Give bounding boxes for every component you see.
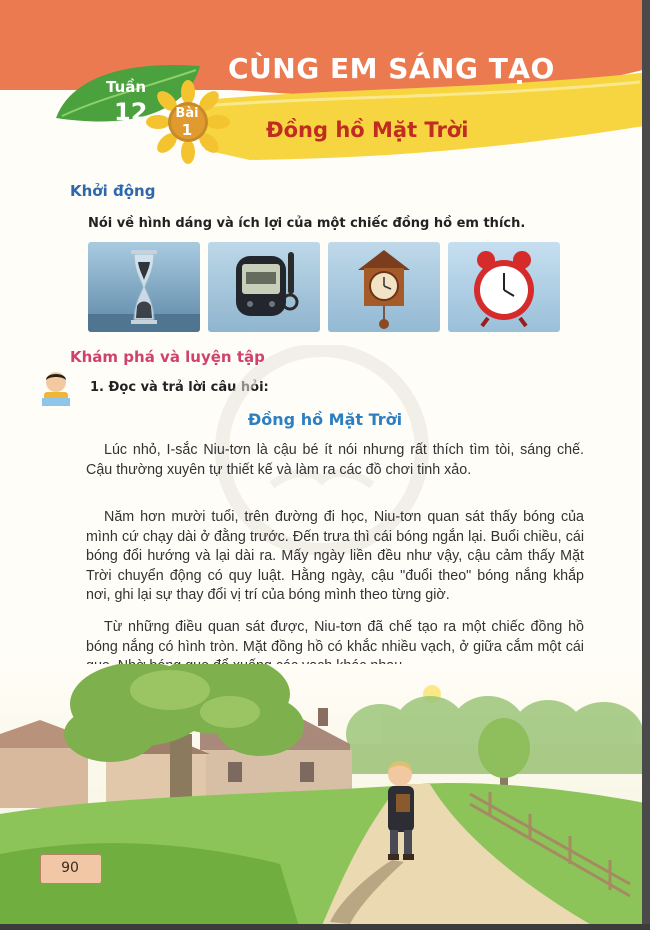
reading-paragraph-1: Lúc nhỏ, I-sắc Niu-tơn là cậu bé ít nói nhưng rất thích tìm tòi, sáng chế. Cậu thường xuyên tự thiết kế và làm ra các đồ chơi tinh xảo.: [86, 442, 584, 478]
week-label: Tuần: [106, 78, 147, 96]
alarm-clock-photo: [448, 242, 560, 332]
unit-header-banner: [0, 0, 650, 175]
reading-paragraph-2: Năm hơn mười tuổi, trên đường đi học, Niu-tơn quan sát thấy bóng của mình cứ chạy dài ở đằng trước. Đến trưa thì cái bóng ngắn lại. Buổi chiều, cái bóng đổi hướng và lại dài ra. Mấy ngày liền đều như vậy, cậu cảm thấy Mặt Trời chuyển động có quy luật. Hằng ngày, cậu "đuổi theo" bóng nắng khắp nơi, ghi lại sự thay đổi vị trí của bóng mình theo từng giờ.: [86, 509, 584, 603]
warm-up-prompt: Nói về hình dáng và ích lợi của một chiếc đồng hồ em thích.: [88, 216, 526, 231]
week-number: 12: [114, 98, 148, 126]
cuckoo-clock-photo: [328, 242, 440, 332]
reading-title: Đồng hồ Mặt Trời: [247, 410, 403, 429]
reading-student-icon: [36, 368, 76, 408]
reading-paragraph-3: Từ những điều quan sát được, Niu-tơn đã chế tạo ra một chiếc đồng hồ bóng nắng có hình tròn. Mặt đồng hồ có khắc nhiều vạch, ở giữa cắm một cái: [86, 619, 584, 655]
lesson-title: Đồng hồ Mặt Trời: [266, 118, 469, 142]
lesson-number: 1: [181, 121, 193, 139]
stopwatch-photo: [208, 242, 320, 332]
lesson-label: Bài: [175, 106, 199, 121]
newton-walking-illustration: [0, 664, 650, 930]
page-number: 90: [61, 860, 79, 876]
explore-heading: Khám phá và luyện tập: [70, 348, 265, 366]
warm-up-heading: Khởi động: [70, 182, 156, 200]
reading-task: 1. Đọc và trả lời câu hỏi:: [90, 380, 269, 395]
hourglass-photo: [88, 242, 200, 332]
clock-photos: [88, 242, 562, 332]
viewer-frame-right: [642, 0, 650, 930]
viewer-frame-bottom: [0, 924, 650, 930]
unit-title: CÙNG EM SÁNG TẠO: [228, 52, 555, 85]
